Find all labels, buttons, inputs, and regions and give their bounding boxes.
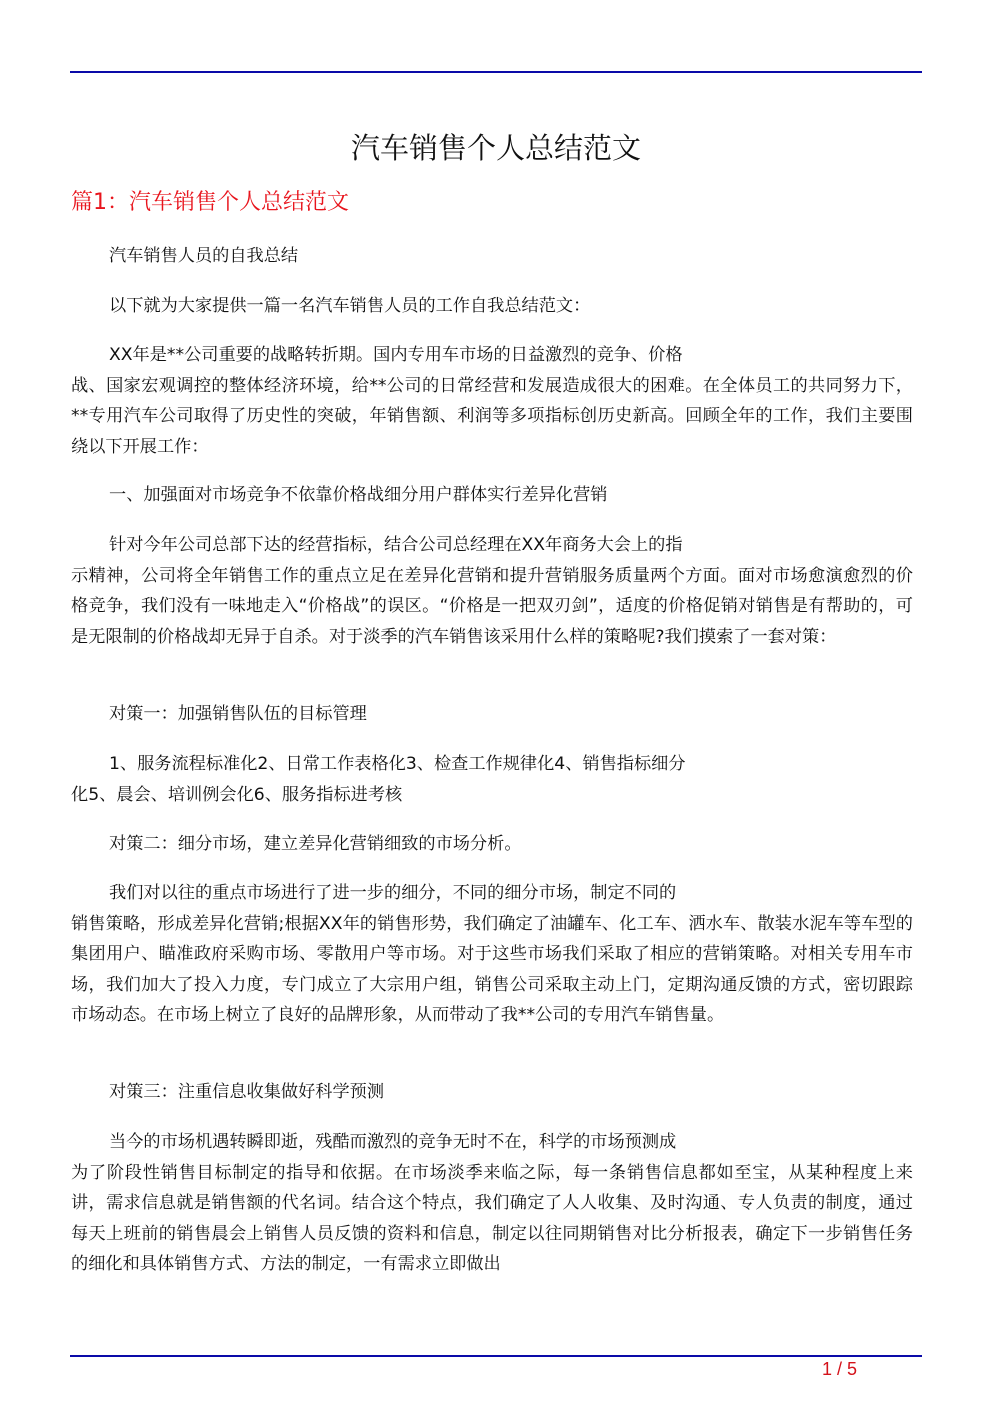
paragraph-forecasting xyxy=(71,1127,913,1280)
document-title: 汽车销售个人总结范文 xyxy=(350,131,641,165)
section-point-one: 一、加强面对市场竞争不依靠价格战细分用户群体实行差异化营销 xyxy=(109,485,608,505)
paragraph-strategy-rest: 示精神，公司将全年销售工作的重点立足在差异化营销和提升营销服务质量两个方面。面对市场愈演愈烈的价格竞争，我们没有一味地走入“价格战”的误区。“价格是一把双刃剑”，适度的价格促销对销售是有帮助的，可是无限制的价格战却无异于自杀。对于淡季的汽车销售该采用什么样的策略呢?我们摸索了一套对策： xyxy=(71,565,913,647)
paragraph-strategy xyxy=(71,530,913,652)
page-number: 1 / 5 xyxy=(822,1359,858,1379)
paragraph-measures-list xyxy=(71,749,913,810)
paragraph-subtitle: 汽车销售人员的自我总结 xyxy=(109,246,299,266)
paragraph-forecasting-line1: 当今的市场机遇转瞬即逝，残酷而激烈的竞争无时不在，科学的市场预测成 xyxy=(109,1132,677,1152)
countermeasure-one: 对策一：加强销售队伍的目标管理 xyxy=(109,704,367,724)
countermeasure-two: 对策二：细分市场，建立差异化营销细致的市场分析。 xyxy=(109,834,522,854)
paragraph-intro: 以下就为大家提供一篇一名汽车销售人员的工作自我总结范文： xyxy=(109,296,591,316)
countermeasure-three: 对策三：注重信息收集做好科学预测 xyxy=(109,1082,385,1102)
paragraph-forecasting-rest: 为了阶段性销售目标制定的指导和依据。在市场淡季来临之际，每一条销售信息都如至宝，从某种程度上来讲，需求信息就是销售额的代名词。结合这个特点，我们确定了人人收集、及时沟通、专人负责的制度，通过每天上班前的销售晨会上销售人员反馈的资料和信息，制定以往同期销售对比分析报表，确定下一步销售任务的细化和具体销售方式、方法的制定，一有需求立即做出 xyxy=(71,1162,913,1274)
paragraph-market-line1: 我们对以往的重点市场进行了进一步的细分，不同的细分市场，制定不同的 xyxy=(109,883,677,903)
paragraph-strategy-line1: 针对今年公司总部下达的经营指标，结合公司总经理在XX年商务大会上的指 xyxy=(109,535,683,555)
paragraph-measures-rest: 化5、晨会、培训例会化6、服务指标进考核 xyxy=(71,784,403,805)
paragraph-market-segmentation xyxy=(71,878,913,1031)
header-rule xyxy=(70,71,922,73)
paragraph-market-rest: 销售策略，形成差异化营销;根据XX年的销售形势，我们确定了油罐车、化工车、洒水车、散装水泥车等车型的集团用户、瞄准政府采购市场、零散用户等市场。对于这些市场我们采取了相应的营销策略。对相关专用车市场，我们加大了投入力度，专门成立了大宗用户组，销售公司采取主动上门，定期沟通反馈的方式，密切跟踪市场动态。在市场上树立了良好的品牌形象，从而带动了我**公司的专用汽车销售量。 xyxy=(71,913,913,1025)
footer-rule xyxy=(70,1355,922,1357)
paragraph-overview-rest: 战、国家宏观调控的整体经济环境，给**公司的日常经营和发展造成很大的困难。在全体员工的共同努力下，**专用汽车公司取得了历史性的突破，年销售额、利润等多项指标创历史新高。回顾全年的工作，我们主要围绕以下开展工作： xyxy=(71,375,913,457)
paragraph-overview-line1: XX年是**公司重要的战略转折期。国内专用车市场的日益激烈的竞争、价格 xyxy=(109,345,683,365)
section-heading: 篇1：汽车销售个人总结范文 xyxy=(71,190,349,215)
paragraph-overview xyxy=(71,340,913,462)
paragraph-measures-line1: 1、服务流程标准化2、日常工作表格化3、检查工作规律化4、销售指标细分 xyxy=(109,754,686,774)
